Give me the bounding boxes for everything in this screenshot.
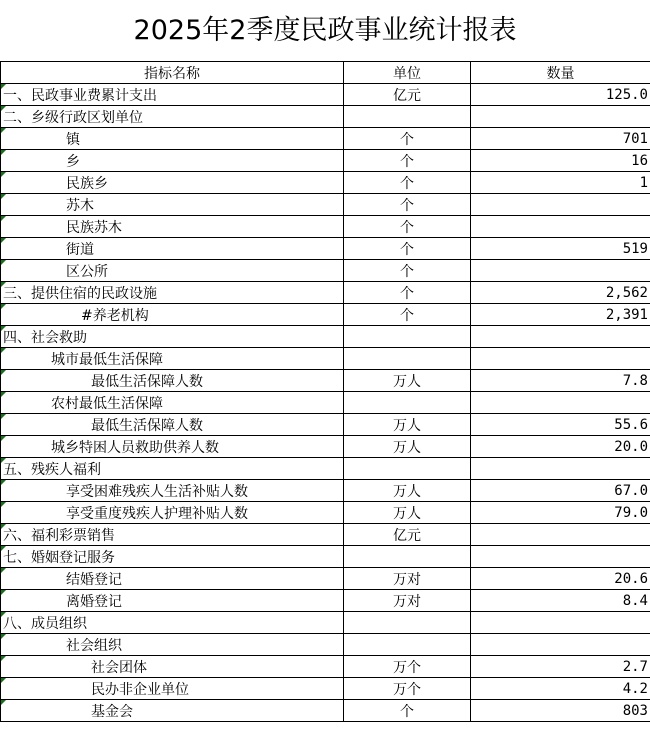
row-name: 乡 [1, 150, 344, 172]
table-row [1, 106, 650, 128]
row-value: 125.0 [471, 84, 650, 106]
row-name: 民族苏木 [1, 216, 344, 238]
table-row [1, 260, 650, 282]
row-unit: 个 [344, 128, 471, 150]
row-unit [344, 546, 471, 568]
row-value: 16 [471, 150, 650, 172]
row-name: 离婚登记 [1, 590, 344, 612]
table-body [1, 84, 650, 722]
row-name: 苏木 [1, 194, 344, 216]
row-value: 2,391 [471, 304, 650, 326]
row-unit: 个 [344, 216, 471, 238]
row-name: 社会团体 [1, 656, 344, 678]
header-unit: 单位 [344, 62, 471, 84]
table-row [1, 150, 650, 172]
row-unit: 万人 [344, 502, 471, 524]
table-row [1, 282, 650, 304]
row-unit: 个 [344, 282, 471, 304]
row-name: 四、社会救助 [1, 326, 344, 348]
row-unit: 个 [344, 260, 471, 282]
table-row [1, 458, 650, 480]
row-name: 镇 [1, 128, 344, 150]
table-row [1, 480, 650, 502]
row-name: 三、提供住宿的民政设施 [1, 282, 344, 304]
row-name: 六、福利彩票销售 [1, 524, 344, 546]
header-row [1, 62, 650, 84]
row-name: 基金会 [1, 700, 344, 722]
row-unit: 个 [344, 304, 471, 326]
row-value: 20.6 [471, 568, 650, 590]
row-name: 一、民政事业费累计支出 [1, 84, 344, 106]
table-row [1, 524, 650, 546]
row-value [471, 326, 650, 348]
row-value [471, 612, 650, 634]
row-unit: 万人 [344, 370, 471, 392]
row-unit: 个 [344, 194, 471, 216]
row-value: 519 [471, 238, 650, 260]
row-name: 五、残疾人福利 [1, 458, 344, 480]
row-value [471, 216, 650, 238]
table-row [1, 172, 650, 194]
row-value [471, 392, 650, 414]
row-name: 区公所 [1, 260, 344, 282]
table-row [1, 194, 650, 216]
table-row [1, 370, 650, 392]
row-unit [344, 348, 471, 370]
row-unit: 亿元 [344, 524, 471, 546]
row-value [471, 458, 650, 480]
row-value: 79.0 [471, 502, 650, 524]
row-unit: 万个 [344, 656, 471, 678]
row-value [471, 546, 650, 568]
row-unit: 个 [344, 700, 471, 722]
row-value: 7.8 [471, 370, 650, 392]
table-row [1, 590, 650, 612]
table-row [1, 326, 650, 348]
statistics-table [0, 61, 650, 722]
row-unit [344, 612, 471, 634]
table-row [1, 678, 650, 700]
row-unit: 万对 [344, 590, 471, 612]
table-row [1, 414, 650, 436]
page-title: 2025年2季度民政事业统计报表 [133, 15, 517, 46]
table-row [1, 304, 650, 326]
row-name: 享受困难残疾人生活补贴人数 [1, 480, 344, 502]
row-name: 农村最低生活保障 [1, 392, 344, 414]
row-name: 社会组织 [1, 634, 344, 656]
row-name: 结婚登记 [1, 568, 344, 590]
row-value: 803 [471, 700, 650, 722]
row-value: 4.2 [471, 678, 650, 700]
table-row [1, 84, 650, 106]
table-row [1, 436, 650, 458]
row-unit: 万人 [344, 480, 471, 502]
row-unit [344, 106, 471, 128]
table-row [1, 216, 650, 238]
header-value: 数量 [471, 62, 650, 84]
table-row [1, 128, 650, 150]
row-unit: 万人 [344, 436, 471, 458]
row-value [471, 524, 650, 546]
row-value [471, 194, 650, 216]
row-name: 城乡特困人员救助供养人数 [1, 436, 344, 458]
row-value: 67.0 [471, 480, 650, 502]
row-name: 民族乡 [1, 172, 344, 194]
table-row [1, 502, 650, 524]
row-unit [344, 634, 471, 656]
row-value [471, 260, 650, 282]
row-value: 1 [471, 172, 650, 194]
table-row [1, 700, 650, 722]
row-unit: 个 [344, 238, 471, 260]
row-unit: 个 [344, 150, 471, 172]
table-row [1, 568, 650, 590]
row-value: 701 [471, 128, 650, 150]
row-unit: 万人 [344, 414, 471, 436]
row-value: 2.7 [471, 656, 650, 678]
row-unit: 万对 [344, 568, 471, 590]
row-value: 55.6 [471, 414, 650, 436]
row-name: 街道 [1, 238, 344, 260]
table-row [1, 348, 650, 370]
table-row [1, 634, 650, 656]
row-name: 最低生活保障人数 [1, 414, 344, 436]
row-name: 七、婚姻登记服务 [1, 546, 344, 568]
row-value: 8.4 [471, 590, 650, 612]
row-value [471, 634, 650, 656]
table-row [1, 546, 650, 568]
row-name: 城市最低生活保障 [1, 348, 344, 370]
row-name: 二、乡级行政区划单位 [1, 106, 344, 128]
row-value [471, 106, 650, 128]
row-name: 民办非企业单位 [1, 678, 344, 700]
row-value: 2,562 [471, 282, 650, 304]
table-row [1, 656, 650, 678]
row-name: 八、成员组织 [1, 612, 344, 634]
row-unit: 个 [344, 172, 471, 194]
row-value [471, 348, 650, 370]
row-name: 最低生活保障人数 [1, 370, 344, 392]
table-row [1, 612, 650, 634]
row-unit: 万个 [344, 678, 471, 700]
header-name: 指标名称 [1, 62, 344, 84]
row-unit [344, 392, 471, 414]
row-unit [344, 458, 471, 480]
row-name: #养老机构 [1, 304, 344, 326]
row-unit [344, 326, 471, 348]
table-row [1, 238, 650, 260]
row-unit: 亿元 [344, 84, 471, 106]
table-row [1, 392, 650, 414]
row-name: 享受重度残疾人护理补贴人数 [1, 502, 344, 524]
row-value: 20.0 [471, 436, 650, 458]
